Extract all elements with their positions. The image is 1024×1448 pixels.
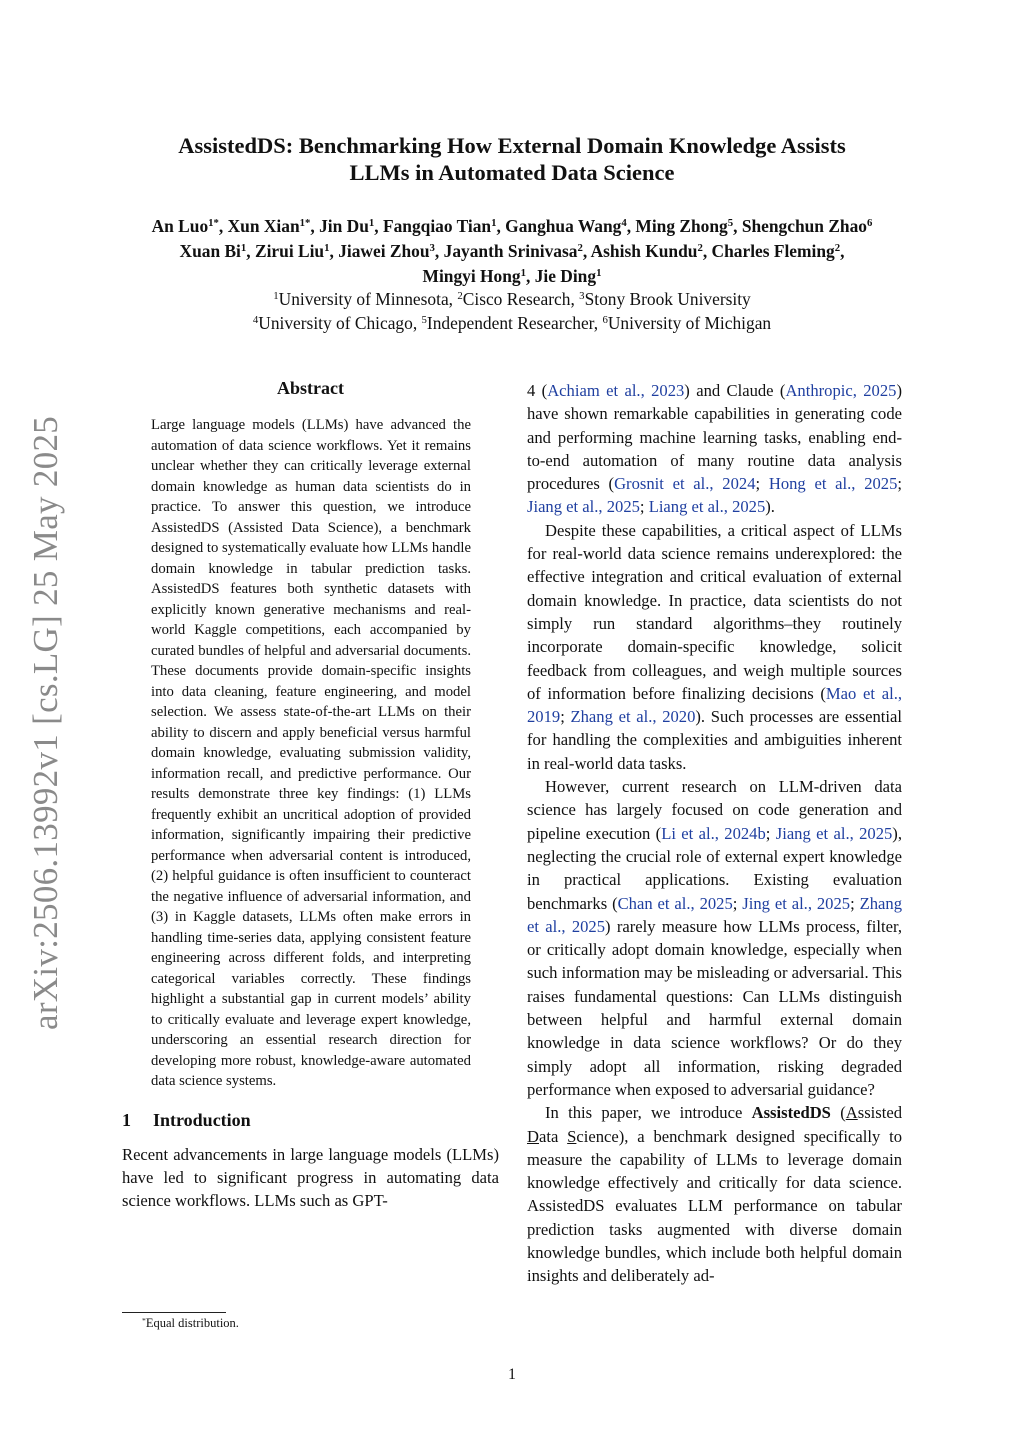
citation-link[interactable]: Mao et al., 2019	[527, 683, 902, 727]
author: Fangqiao Tian$^1$	[382, 216, 497, 236]
author: Charles Fleming$^2$	[711, 241, 841, 261]
author-list	[40, 214, 984, 289]
affiliation-line-2: $^4$University of Chicago, $^5$Independent Researcher, $^6$University of Michigan	[252, 313, 772, 333]
paper-title	[100, 132, 924, 186]
author: An Luo$^{1*}$	[151, 216, 219, 236]
citation-link[interactable]: Jiang et al., 2025	[775, 823, 893, 843]
author: Xuan Bi$^1$	[179, 241, 247, 261]
intro-paragraph-3: Despite these capabilities, a critical aspect of LLMs for real-world data science remains underexplored: the effective integration and critical evaluation of external domain knowledge. In practice, data scientists do not simply run standard algorithms–they routinely incorporate domain-specific knowledge, solicit feedback from colleagues, and weigh multiple sources of information before finalizing decisions (Mao et al., 2019; Zhang et al., 2020). Such processes are essential for handling the complexities and ambiguities inherent in real-world data tasks.	[527, 520, 902, 773]
citation-link[interactable]: Zhang et al., 2020	[570, 707, 696, 727]
title-line-2: LLMs in Automated Data Science	[349, 160, 675, 185]
citation-link[interactable]: Jiang et al., 2025	[527, 497, 640, 517]
section-title: Introduction	[153, 1109, 251, 1130]
left-column	[122, 378, 499, 1212]
author: Ming Zhong$^5$	[635, 216, 734, 236]
intro-paragraph-4: However, current research on LLM-driven data science has largely focused on code generation and pipeline execution (Li et al., 2024b; Jiang et al., 2025), neglecting the crucial role of external expert knowledge in practical applications. Existing evaluation benchmarks (Chan et al., 2025; Jing et al., 2025; Zhang et al., 2025) rarely measure how LLMs process, filter, or critically adopt domain knowledge, especially when such information may be misleading or adversarial. This raises fundamental questions: Can LLMs distinguish between helpful and harmful external domain knowledge in data science workflows? Or do they simply adopt all information, risking degraded performance when exposed to adversarial guidance?	[527, 777, 902, 1099]
benchmark-name: AssistedDS	[751, 1103, 831, 1123]
citation-link[interactable]: Zhang et al., 2025	[527, 893, 902, 936]
author: Zirui Liu$^1$	[255, 241, 330, 261]
right-column	[527, 379, 902, 1288]
citation-link[interactable]: Jing et al., 2025	[742, 893, 851, 913]
author: Jie Ding$^1$	[534, 266, 602, 286]
author: Ashish Kundu$^2$	[590, 241, 703, 261]
citation-link[interactable]: Li et al., 2024b	[661, 823, 766, 843]
author: Shengchun Zhao$^6$	[741, 216, 873, 236]
footnote-rule	[122, 1312, 226, 1313]
citation-link[interactable]: Chan et al., 2025	[617, 893, 733, 913]
footnote: *Equal distribution.	[142, 1315, 239, 1330]
citation-link[interactable]: Liang et al., 2025	[648, 497, 766, 517]
page-number: 1	[508, 1366, 516, 1383]
section-heading-introduction	[122, 1110, 499, 1131]
citation-link[interactable]: Achiam et al., 2023	[547, 381, 685, 400]
intro-paragraph-1: Recent advancements in large language models (LLMs) have led to significant progress in automating data science workflows. LLMs such as GPT-	[122, 1144, 499, 1211]
intro-paragraph-2: 4 (Achiam et al., 2023) and Claude (Anthropic, 2025) have shown remarkable capabilities in generating code and performing machine learning tasks, enabling end-to-end automation of many routine data analysis procedures (Grosnit et al., 2024; Hong et al., 2025; Jiang et al., 2025; Liang et al., 2025).	[527, 381, 903, 517]
affiliation-list	[100, 287, 924, 335]
author: Xun Xian$^{1*}$	[227, 216, 311, 236]
author: Mingyi Hong$^1$	[422, 266, 526, 286]
citation-link[interactable]: Grosnit et al., 2024	[614, 474, 756, 494]
abstract-text: Large language models (LLMs) have advanced the automation of data science workflows. Yet it remains unclear whether they can critically leverage external domain knowledge as human data scientists do in practice. To answer this question, we introduce AssistedDS (Assisted Data Science), a benchmark designed to systematically evaluate how LLMs handle domain knowledge in tabular prediction tasks. AssistedDS features both synthetic datasets with explicitly known generative mechanisms and real-world Kaggle competitions, each accompanied by curated bundles of helpful and adversarial documents. These documents provide domain-specific insights into data cleaning, feature engineering, and model selection. We assess state-of-the-art LLMs on their ability to discern and apply beneficial versus harmful domain knowledge, evaluating submission validity, information recall, and predictive performance. Our results demonstrate three key findings: (1) LLMs frequently exhibit an uncritical adoption of provided information, significantly impairing their predictive performance when adversarial content is introduced, (2) helpful guidance is often insufficient to counteract the negative influence of adversarial information, and (3) in Kaggle datasets, LLMs often make errors in handling time-series data, applying consistent feature engineering across different folds, and interpreting categorical variables correctly. These findings highlight a substantial gap in current models’ ability to critically evaluate and leverage expert knowledge, underscoring an essential research direction for developing more robust, knowledge-aware automated data science systems.	[151, 417, 471, 1089]
intro-paragraph-5: In this paper, we introduce AssistedDS (Assisted Data Science), a benchmark designed specifically to measure the capability of LLMs to leverage domain knowledge effectively and critically for data science. AssistedDS evaluates LLM performance on tabular prediction tasks augmented with diverse domain knowledge bundles, which include both helpful domain insights and deliberately ad-	[527, 1103, 902, 1286]
author: Jiawei Zhou$^3$	[338, 241, 435, 261]
title-line-1: AssistedDS: Benchmarking How External Domain Knowledge Assists	[178, 133, 846, 158]
affiliation-line-1: $^1$University of Minnesota, $^2$Cisco Research, $^3$Stony Brook University	[273, 289, 751, 309]
author: Ganghua Wang$^4$	[505, 216, 627, 236]
author: Jayanth Srinivasa$^2$	[443, 241, 583, 261]
arxiv-stamp: arXiv:2506.13992v1 [cs.LG] 25 May 2025	[26, 415, 65, 1030]
author-line-2: Xuan Bi$^1$, Zirui Liu$^1$, Jiawei Zhou$^3$, Jayanth Srinivasa$^2$, Ashish Kundu$^2$, Charles Fleming$^2$,	[179, 241, 845, 261]
section-number: 1	[122, 1109, 131, 1130]
citation-link[interactable]: Anthropic, 2025	[785, 381, 897, 400]
abstract-heading: Abstract	[277, 378, 344, 398]
author-line-1: An Luo$^{1*}$, Xun Xian$^{1*}$, Jin Du$^1$, Fangqiao Tian$^1$, Ganghua Wang$^4$, Ming Zhong$^5$, Shengchun Zhao$^6$	[151, 216, 873, 236]
author-line-3: Mingyi Hong$^1$, Jie Ding$^1$	[422, 266, 602, 286]
author: Jin Du$^1$	[319, 216, 375, 236]
citation-link[interactable]: Hong et al., 2025	[768, 474, 898, 494]
